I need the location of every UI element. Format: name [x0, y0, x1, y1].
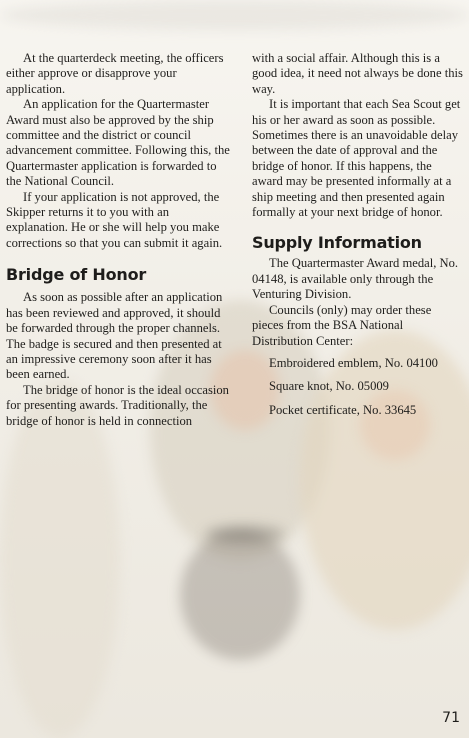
list-item: Embroidered emblem, No. 04100 [269, 355, 438, 370]
paragraph: with a social affair. Although this is a good idea, it need not always be done this way. [252, 51, 463, 96]
list-item: Pocket certificate, No. 33645 [269, 402, 417, 417]
paragraph: The bridge of honor is the ideal occasion for presenting awards. Traditionally, the bridge of honor is held in connection [6, 382, 229, 428]
supply-item-list [252, 356, 464, 418]
left-column [6, 51, 234, 429]
paragraph: Councils (only) may order these pieces from the BSA National Distribution Center: [252, 302, 432, 348]
paragraph: At the quarterdeck meeting, the officers either approve or disapprove your application. [6, 51, 224, 96]
section-heading-bridge-of-honor: Bridge of Honor [6, 265, 147, 285]
paragraph: An application for the Quartermaster Award must also be approved by the ship committee and the district or council advancement committee. Following this, the Quartermaster application is forwarded to the National Council. [6, 97, 230, 189]
paragraph: The Quartermaster Award medal, No. 04148, is available only through the Venturing Division. [252, 256, 459, 302]
section-heading-supply-information: Supply Information [252, 233, 422, 253]
paragraph: If your application is not approved, the Skipper returns it to you with an explanation. He or she will help you make corrections so that you can submit it again. [6, 189, 223, 250]
paragraph: As soon as possible after an application has been reviewed and approved, it should be forwarded through the proper channels. The badge is secured and then presented at an impressive ceremony soon after it has been earned. [6, 290, 223, 382]
right-column [252, 51, 464, 418]
paragraph: It is important that each Sea Scout get his or her award as soon as possible. Sometimes there is an unavoidable delay between the date of approval and the bridge of honor. If this happens, the award may be presented informally at a ship meeting and then presented again formally at your next bridge of honor. [252, 97, 461, 220]
page-number: 71 [442, 710, 460, 726]
list-item: Square knot, No. 05009 [269, 379, 389, 394]
